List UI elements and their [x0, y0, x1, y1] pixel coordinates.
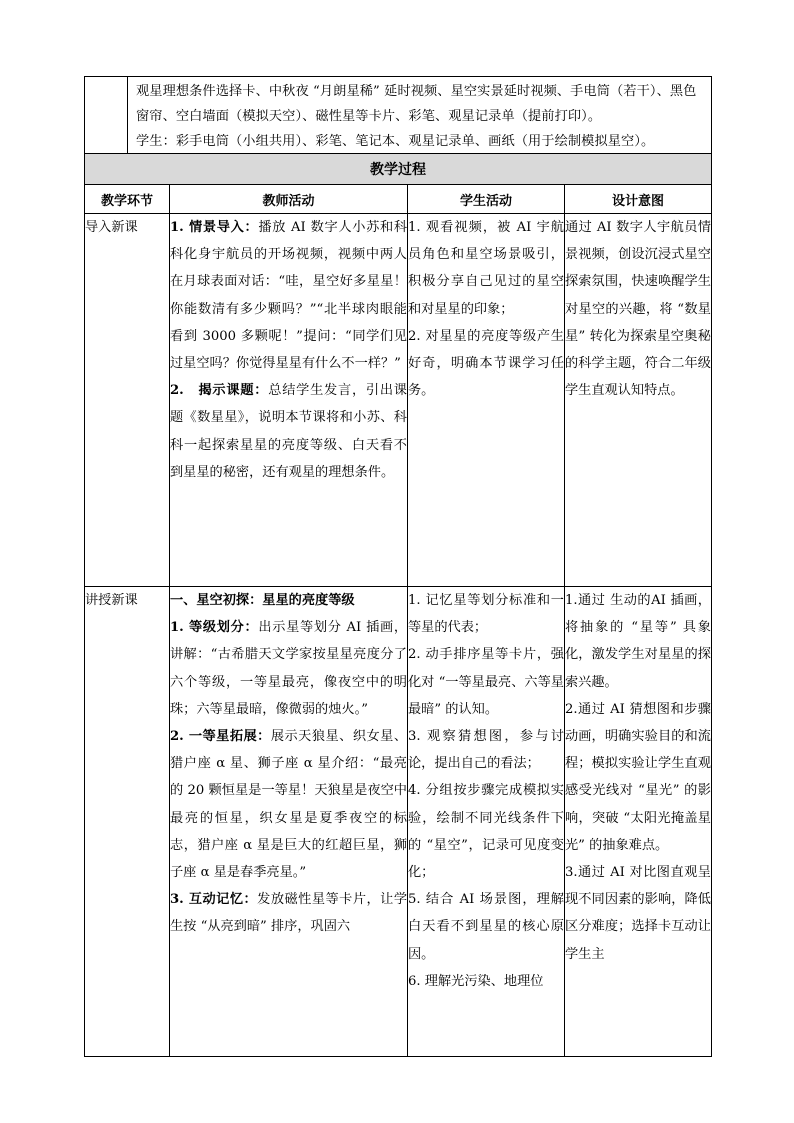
student-paragraph: 2. 对星星的亮度等级产生好奇，明确本节课学习任务。	[408, 328, 564, 399]
stage-cell: 导入新课	[85, 214, 170, 587]
section-title: 教学过程	[85, 154, 712, 185]
header-design: 设计意图	[565, 185, 712, 214]
teacher-activity-cell	[170, 587, 408, 1057]
design-paragraph: 通过 AI 数字人宇航员情景视频，创设沉浸式星空探索氛围，快速唤醒学生对星空的兴趣，将 “数星星” 转化为探索星空奥秘的科学主题，符合二年级学生直观认知特点。	[565, 220, 711, 399]
student-activity-cell	[408, 214, 565, 587]
student-activity-cell	[408, 587, 565, 1057]
header-student: 学生活动	[408, 185, 565, 214]
student-paragraph: 1. 观看视频，被 AI 宇航员角色和星空场景吸引，积极分享自己见过的星空和对星星的印象；	[408, 220, 564, 317]
student-paragraph: 5. 结合 AI 场景图，理解白天看不到星星的核心原因。	[408, 892, 564, 962]
teaching-process-table	[84, 153, 712, 1057]
student-paragraph: 2. 动手排序星等卡片，强化对 “一等星最亮、六等星最暗” 的认知。	[408, 647, 564, 717]
header-stage: 教学环节	[85, 185, 170, 214]
teacher-paragraph: 2. 揭示课题：总结学生发言，引出课题《数星星》，说明本节课将和小苏、科科一起探索星星的亮度等级、白天看不到星星的秘密，还有观星的理想条件。	[170, 383, 407, 480]
design-paragraph: 1.通过 生动的AI 插画，将抽象的 “星等” 具象化，激发学生对星星的探索兴趣。	[565, 593, 711, 690]
stage-cell: 讲授新课	[85, 587, 170, 1057]
header-row	[85, 185, 712, 214]
resources-student-line: 学生：彩手电筒（小组共用）、彩笔、笔记本、观星记录单、画纸（用于绘制模拟星空）。	[136, 134, 655, 149]
student-paragraph: 4. 分组按步骤完成模拟实验，绘制不同光线条件下的 “星空”，记录可见度变化；	[408, 783, 564, 881]
table-row	[85, 587, 712, 1057]
design-paragraph: 3.通过 AI 对比图直观呈现不同因素的影响，降低区分难度；选择卡互动让学生主	[565, 865, 711, 962]
design-intent-cell	[565, 587, 712, 1057]
student-paragraph: 3. 观察猜想图，参与讨论，提出自己的看法；	[408, 729, 564, 772]
table-row	[85, 214, 712, 587]
resources-table	[84, 76, 712, 155]
student-paragraph: 6. 理解光污染、地理位	[408, 973, 544, 989]
teacher-paragraph: 3. 互动记忆：发放磁性星等卡片，让学生按 “从亮到暗” 排序，巩固六	[170, 892, 408, 935]
design-paragraph: 2.通过 AI 猜想图和步骤动画，明确实验目的和流程；模拟实验让学生直观感受光线对 “星光” 的影响，突破 “太阳光掩盖星光” 的抽象难点。	[565, 701, 711, 853]
teacher-paragraph: 1. 等级划分：出示星等划分 AI 插画，讲解：“古希腊天文学家按星星亮度分了六个等级，一等星最亮，像夜空中的明珠；六等星最暗，像微弱的烛火。”	[170, 620, 408, 717]
resources-cell	[128, 77, 712, 155]
header-teacher: 教师活动	[170, 185, 408, 214]
teacher-paragraph: 1. 情景导入：播放 AI 数字人小苏和科科化身宇航员的开场视频，视频中两人在月球表面对话：“哇，星空好多星星！你能数清有多少颗吗？”“北半球肉眼能看到 3000 多颗呢！”提问：“同学们见过星空吗？你觉得星星有什么不一样？”	[170, 220, 408, 372]
resources-teacher-line: 观星理想条件选择卡、中秋夜 “月朗星稀” 延时视频、星空实景延时视频、手电筒（若干）、黑色窗帘、空白墙面（模拟天空）、磁性星等卡片、彩笔、观星记录单（提前打印）。	[136, 84, 697, 124]
teacher-paragraph: 2. 一等星拓展：展示天狼星、织女星、猎户座 α 星、狮子座 α 星介绍：“最亮的 20 颗恒星是一等星！天狼星是夜空中最亮的恒星，织女星是夏季夜空的标志，猎户座 α 星是巨大的红超巨星，狮子座 α 星是春季亮星。”	[170, 729, 408, 881]
resources-label-cell	[85, 77, 128, 155]
design-intent-cell	[565, 214, 712, 587]
student-paragraph: 1. 记忆星等划分标准和一等星的代表；	[408, 593, 564, 636]
teacher-paragraph: 一、星空初探：星星的亮度等级	[170, 593, 355, 608]
teacher-activity-cell	[170, 214, 408, 587]
